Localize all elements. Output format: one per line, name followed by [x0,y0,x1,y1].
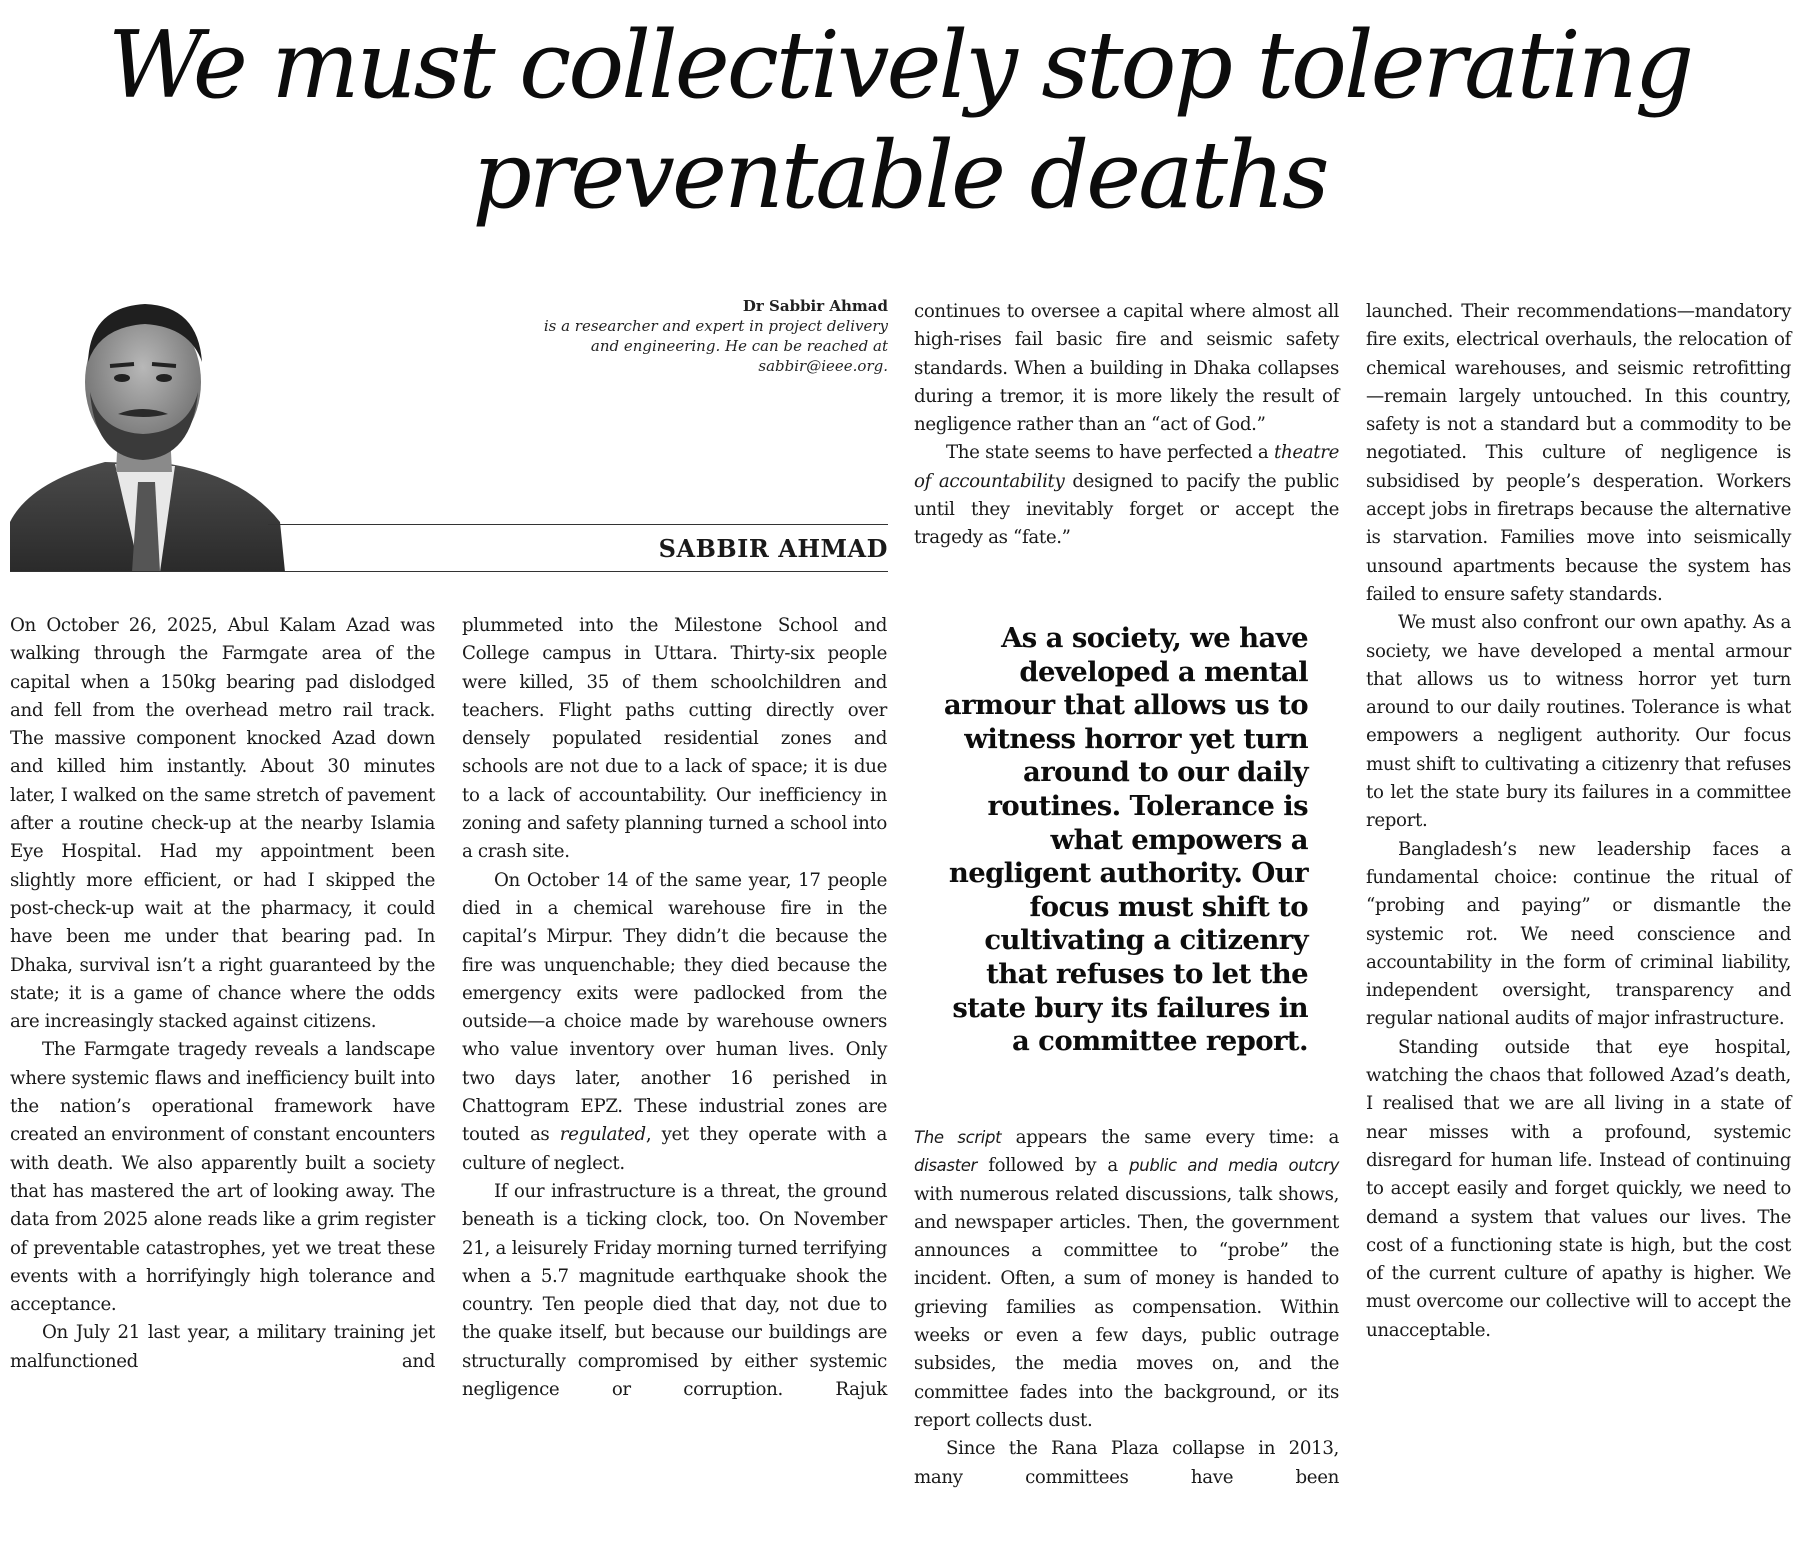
paragraph: We must also confront our own apathy. As a society, we have developed a mental armour that allows us to witness horror yet turn around to our daily routines. Tolerance is what empowers a negligent authority. Our focus must shift to cultivating a citizenry that refuses to let the state bury its failures in a committee report. [1366,612,1791,832]
headline: We must collectively stop tolerating preventable deaths [107,11,1692,229]
paragraph: Standing outside that eye hospital, watching the chaos that followed Azad’s death, I realised that we are all living in a state of near misses with a profound, systemic disregard for human life. Instead of continuing to accept easily and forget quickly, we need to demand a system that values our lives. The cost of a functioning state is high, but the cost of the current culture of apathy is higher. We must overcome our collective will to accept the unacceptable. [1366,1036,1791,1341]
paragraph: plummeted into the Milestone School and College campus in Uttara. Thirty-six people were killed, 35 of them schoolchildren and teachers. Flight paths cutting directly over densely populated residential zones and schools are not due to a lack of space; it is due to a lack of accountability. Our inefficiency in zoning and safety planning turned a school into a crash site. [462,615,887,863]
italic-text: theatre of accountability [914,442,1339,492]
paragraph-text: The state seems to have perfected a [946,442,1275,464]
author-bio-line: and engineering. He can be reached at [590,337,888,355]
author-email: sabbir@ieee.org. [758,357,888,375]
paragraph-text: appears the same every time: a [1001,1127,1339,1148]
italic-text: disaster [914,1156,977,1176]
italic-text: The script [914,1128,1002,1147]
article-column-4 [1366,298,1791,1345]
author-bio-line: is a researcher and expert in project delivery [543,317,888,335]
paragraph-text: On October 14 of the same year, 17 people died in a chemical warehouse fire in the capital’s Mirpur. They didn’t die because the fire was unquenchable; they died because the emergency exits were padlocked from the outside—a choice made by warehouse owners who value inventory over human lives. Only two days later, another 16 perished in Chattogram EPZ. These industrial zones are touted as [462,869,887,1146]
paragraph: If our infrastructure is a threat, the ground beneath is a ticking clock, too. On November 21, a leisurely Friday morning turned terrifying when a 5.7 magnitude earthquake shook the country. Ten people died that day, not due to the quake itself, but because our buildings are structurally compromised by either systemic negligence or corruption. Rajuk [462,1180,887,1401]
byline-bottom-rule [10,571,888,572]
paragraph: Bangladesh’s new leadership faces a fundamental choice: continue the ritual of “probing and paying” or dismantle the systemic rot. We need conscience and accountability in the form of criminal liability, independent oversight, transparency and regular national audits of major infrastructure. [1366,838,1791,1030]
byline: SABBIR AHMAD [658,534,888,563]
paragraph-text: , yet they operate with a culture of neglect. [462,1124,887,1174]
paragraph: launched. Their recommendations—mandatory fire exits, electrical overhauls, the relocation of chemical warehouses, and seismic retrofitting—remain largely untouched. In this country, safety is not a standard but a commodity to be negotiated. This culture of negligence is subsidised by people’s desperation. Workers accept jobs in firetraps because the alternative is starvation. Families move into seismically unsound apartments because the system has failed to ensure safety standards. [1366,301,1791,605]
paragraph: continues to oversee a capital where almost all high-rises fail basic fire and seismic safety standards. When a building in Dhaka collapses during a tremor, it is more likely the result of negligence rather than an “act of God.” [914,301,1339,436]
article-column-1 [10,612,435,1376]
paragraph [914,439,1339,552]
author-bio-name: Dr Sabbir Ahmad [742,297,888,315]
italic-text: regulated [559,1124,646,1146]
paragraph-text: with numerous related discussions, talk shows, and newspaper articles. Then, the government announces a committee to “probe” the incident. Often, a sum of money is handed to grieving families as compensation. Within weeks or even a few days, public outrage subsides, the media moves on, and the committee fades into the background, or its report collects dust. [914,1183,1339,1431]
italic-text: public and media outcry [1129,1156,1339,1176]
article-column-3-bottom [914,1124,1339,1492]
paragraph: The Farmgate tragedy reveals a landscape where systemic flaws and inefficiency built into the nation’s operational framework have created an environment of constant encounters with death. We also apparently built a society that has mastered the art of looking away. The data from 2025 alone reads like a grim register of preventable catastrophes, yet we treat these events with a horrifyingly high tolerance and acceptance. [10,1039,435,1316]
paragraph [462,867,887,1178]
paragraph: On July 21 last year, a military training jet malfunctioned and [10,1322,435,1372]
article-column-3-top [914,298,1339,553]
paragraph: On October 26, 2025, Abul Kalam Azad was walking through the Farmgate area of the capital when a 150kg bearing pad dislodged and fell from the overhead metro rail track. The massive component knocked Azad down and killed him instantly. About 30 minutes later, I walked on the same stretch of pavement after a routine check-up at the nearby Islamia Eye Hospital. Had my appointment been slightly more efficient, or had I skipped the post-check-up wait at the pharmacy, it could have been me under that bearing pad. In Dhaka, survival isn’t a right guaranteed by the state; it is a game of chance where the odds are increasingly stacked against citizens. [10,615,435,1033]
author-photo [10,282,310,572]
byline-top-rule [268,524,888,525]
paragraph-text: followed by a [976,1155,1130,1177]
paragraph [914,1124,1339,1435]
paragraph: Since the Rana Plaza collapse in 2013, many committees have been [914,1438,1339,1488]
author-bio [320,297,888,376]
pull-quote: As a society, we have developed a mental armour that allows us to witness horror yet turn around to our daily routines. Tolerance is what empowers a negligent authority. Our focus must shift to cultivating a citizenry that refuses to let the state bury its failures in a committee report. [943,622,1308,1058]
article-column-2 [462,612,887,1404]
paragraph-text: designed to pacify the public until they inevitably forget or accept the tragedy as “fate.” [914,470,1339,549]
